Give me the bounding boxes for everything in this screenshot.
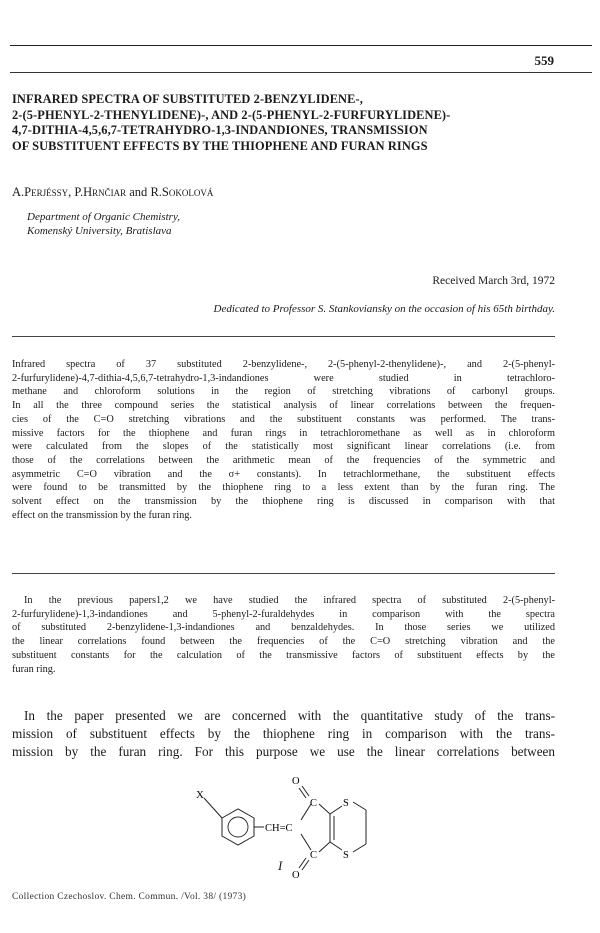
ch-c-label: CH=C	[265, 823, 293, 834]
substituent-x-label: X	[196, 789, 204, 801]
affiliation	[27, 210, 180, 238]
ring-bond	[353, 844, 366, 852]
abstract-line: were calculated from the slopes of the statistically most significant linear correlations (i.e. from	[12, 441, 555, 453]
body-line: mission by the furan ring. For this purpose we use the linear correlations between	[12, 743, 555, 759]
sulfur-top: S	[343, 798, 349, 809]
author-initial: A.	[12, 185, 25, 199]
ring-bond	[353, 802, 366, 810]
ring-bond	[319, 804, 330, 814]
abstract-bottom-rule	[12, 573, 555, 574]
abstract-line: solvent effect on the transmission by the thiophene ring is discussed in comparison with that	[12, 496, 555, 508]
compound-number: I	[278, 858, 283, 873]
intro-line: In the previous papers1,2 we have studied the infrared spectra of substituted 2-(5-phenyl-	[24, 595, 555, 606]
author-name: Hrnčiar	[83, 185, 127, 199]
author-list	[12, 185, 213, 200]
title-line: INFRARED SPECTRA OF SUBSTITUTED 2-BENZYLIDENE-,	[12, 92, 363, 106]
body-paragraph	[12, 707, 555, 760]
carbonyl-c-top: C	[310, 798, 318, 809]
author-initial: P.	[74, 185, 84, 199]
abstract-line: those of the correlations between the arithmetic mean of the frequencies of the symmetric and	[12, 454, 555, 466]
received-date: Received March 3rd, 1972	[432, 275, 555, 287]
sulfur-bottom: S	[343, 850, 349, 861]
intro-line: the linear correlations found between the frequencies of the C=O stretching vibration and the	[12, 636, 555, 648]
header-rule	[10, 45, 592, 46]
oxygen-top: O	[292, 776, 300, 787]
ring-bond	[330, 806, 342, 814]
ring-bond	[319, 842, 330, 852]
ring-bond	[301, 834, 311, 850]
author-name: Sokolová	[161, 185, 214, 199]
body-line: mission of substituent effects by the thiophene ring in comparison with the trans-	[12, 725, 555, 741]
dedication: Dedicated to Professor S. Stankoviansky on the occasion of his 65th birthday.	[213, 303, 555, 315]
intro-line: substituent constants for the calculation of the transmissive factors of substituent effects by the	[12, 649, 555, 661]
oxygen-bottom: O	[292, 870, 300, 881]
benzene-ring	[222, 809, 254, 845]
substituent-bond	[204, 798, 222, 818]
title-line: 2-(5-PHENYL-2-THENYLIDENE)-, AND 2-(5-PHENYL-2-FURFURYLIDENE)-	[12, 107, 451, 122]
title-line: 4,7-DITHIA-4,5,6,7-TETRAHYDRO-1,3-INDANDIONES, TRANSMISSION	[12, 123, 428, 137]
abstract-line: effect on the transmission by the furan ring.	[12, 509, 192, 521]
chemical-structure	[180, 768, 400, 888]
paper-title	[12, 92, 590, 154]
abstract-top-rule	[12, 336, 555, 337]
abstract-line: were found to be transmitted by the thiophene ring to a less extent than by the furan ring. The	[12, 482, 555, 494]
author-conjunction: and	[126, 185, 151, 199]
header-rule-lower	[10, 72, 592, 73]
abstract	[12, 358, 555, 522]
abstract-line: Infrared spectra of 37 substituted 2-benzylidene-, 2-(5-phenyl-2-thenylidene)-, and 2-(5-phenyl-	[12, 359, 555, 370]
abstract-line: missive factors for the thiophene and furan rings in tetrachloromethane as well as in chloroform	[12, 427, 555, 439]
ring-bond	[330, 842, 342, 850]
author-name: Perjéssy	[24, 185, 69, 199]
abstract-line: asymmetric C=O vibration and the σ+ constants). In tetrachlormethane, the substituent effects	[12, 468, 555, 480]
author-initial: R.	[150, 185, 162, 199]
journal-footer: Collection Czechoslov. Chem. Commun. /Vol. 38/ (1973)	[12, 892, 247, 902]
affiliation-department: Department of Organic Chemistry,	[27, 211, 180, 223]
intro-paragraph	[12, 594, 555, 676]
abstract-line: 2-furfurylidene)-4,7-dithia-4,5,6,7-tetrahydro-1,3-indandiones were studied in tetrachloro-	[12, 372, 555, 384]
abstract-line: methane and chloroform solutions in the region of stretching vibrations of carbonyl groups.	[12, 386, 555, 398]
author-separator: ,	[68, 185, 75, 199]
body-line: In the paper presented we are concerned with the quantitative study of the trans-	[24, 708, 555, 723]
carbonyl-c-bottom: C	[310, 850, 318, 861]
intro-line: 2-furfurylidene)-1,3-indandiones and 5-phenyl-2-furaldehydes in comparison with the spectra	[12, 608, 555, 620]
affiliation-university: Komenský University, Bratislava	[27, 225, 172, 237]
intro-line: of substituted 2-benzylidene-1,3-indandiones and benzaldehydes. In those series we utilized	[12, 622, 555, 634]
abstract-line: In all the three compound series the statistical analysis of linear correlations between the frequen-	[12, 400, 555, 412]
abstract-line: cies of the C=O stretching vibrations and the substituent constants was performed. The trans-	[12, 413, 555, 425]
page-number: 559	[534, 53, 554, 68]
aromatic-circle	[228, 817, 248, 837]
title-line: OF SUBSTITUENT EFFECTS BY THE THIOPHENE AND FURAN RINGS	[12, 138, 428, 153]
intro-line: furan ring.	[12, 663, 56, 675]
